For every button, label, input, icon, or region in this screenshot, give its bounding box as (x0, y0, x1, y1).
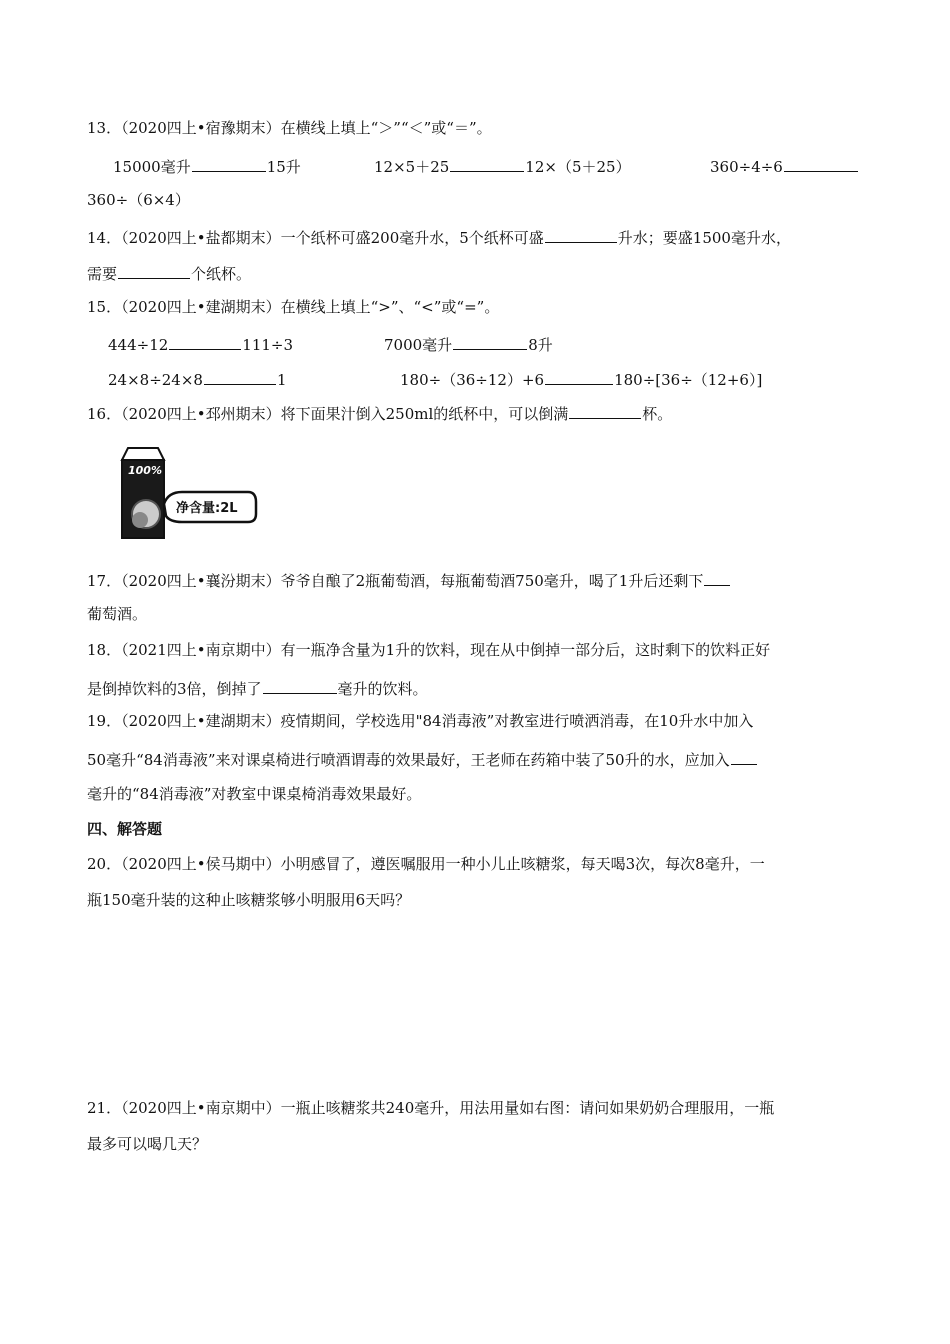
q15-c3-left: 24×8÷24×8 (108, 371, 203, 389)
answer-blank[interactable] (545, 228, 617, 243)
q18-text: 毫升的饮料。 (337, 680, 428, 698)
q17-line1 (87, 571, 731, 589)
q19-line2 (87, 750, 758, 768)
q13-c2-left: 12×5＋25 (374, 158, 450, 176)
answer-blank[interactable] (450, 157, 524, 172)
q15-c4-left: 180÷（36÷12）+6 (400, 371, 545, 389)
q13-c2-right: 12×（5＋25） (525, 158, 631, 176)
q20-line2: 瓶150毫升装的这种止咳糖浆够小明服用6天吗？ (87, 891, 411, 909)
section-heading: 四、解答题 (87, 820, 163, 838)
q14-text: 个纸杯。 (191, 265, 252, 283)
q13-c3-left: 360÷4÷6 (710, 158, 783, 176)
q15-stem: 15．（2020四上•建湖期末）在横线上填上“>”、“<”或“=”。 (87, 298, 500, 316)
q15-c2-right: 8升 (528, 336, 553, 354)
q16-text: 16．（2020四上•邳州期末）将下面果汁倒入250ml的纸杯中，可以倒满 (87, 405, 569, 423)
answer-blank[interactable] (453, 335, 527, 350)
q16-text: 杯。 (642, 405, 673, 423)
q14-line2 (87, 264, 251, 282)
q15-compare-3 (108, 370, 287, 388)
q19-line1: 19．（2020四上•建湖期末）疫情期间，学校选用"84消毒液”对教室进行喷洒消毒，在10升水中加入 (87, 712, 754, 730)
answer-blank[interactable] (169, 335, 241, 350)
q13-stem: 13．（2020四上•宿豫期末）在横线上填上“＞”“＜”或“＝”。 (87, 119, 492, 137)
answer-blank[interactable] (784, 157, 858, 172)
q14-line1 (87, 228, 791, 246)
q14-text: 14．（2020四上•盐都期末）一个纸杯可盛200毫升水，5个纸杯可盛 (87, 229, 544, 247)
answer-blank[interactable] (192, 157, 266, 172)
q15-c3-right: 1 (276, 371, 287, 389)
q17-text: 17．（2020四上•襄汾期末）爷爷自酿了2瓶葡萄酒，每瓶葡萄酒750毫升，喝了1升后还剩下 (87, 572, 704, 590)
q17-line2: 葡萄酒。 (87, 605, 148, 623)
q19-text: 50毫升“84消毒液”来对课桌椅进行喷酒谓毒的效果最好，王老师在药箱中装了50升的水，应加入 (87, 751, 730, 769)
q13-compare-3 (710, 157, 859, 175)
q18-line2 (87, 679, 428, 697)
answer-blank[interactable] (204, 370, 276, 385)
q15-compare-2 (384, 335, 553, 353)
carton-label-text: 净含量:2L (176, 501, 238, 516)
q18-text: 是倒掉饮料的3倍，倒掉了 (87, 680, 262, 698)
answer-blank[interactable] (118, 264, 190, 279)
carton-brand-text: 100% (128, 464, 162, 477)
q21-line1: 21．（2020四上•南京期中）一瓶止咳糖浆共240毫升，用法用量如右图：请问如果奶奶合理服用，一瓶 (87, 1099, 775, 1117)
q15-c2-left: 7000毫升 (384, 336, 453, 354)
q15-compare-4 (400, 370, 762, 388)
q13-c1-left: 15000毫升 (113, 158, 191, 176)
q16-stem (87, 404, 672, 422)
q18-line1: 18．（2021四上•南京期中）有一瓶净含量为1升的饮料，现在从中倒掉一部分后，这时剩下的饮料正好 (87, 641, 771, 659)
q13-compare-1 (113, 157, 301, 175)
q15-c1-left: 444÷12 (108, 336, 169, 354)
q19-line3: 毫升的“84消毒液”对教室中课桌椅消毒效果最好。 (87, 785, 422, 803)
answer-blank[interactable] (731, 750, 757, 765)
q14-text: 升水；要盛1500毫升水， (617, 229, 791, 247)
q13-compare-2 (374, 157, 631, 175)
q13-c1-right: 15升 (266, 158, 301, 176)
answer-blank[interactable] (263, 679, 337, 694)
juice-carton-image (118, 442, 260, 542)
q13-c3-right: 360÷（6×4） (87, 191, 190, 209)
answer-blank[interactable] (704, 571, 730, 586)
q15-compare-1 (108, 335, 293, 353)
answer-blank[interactable] (569, 404, 641, 419)
answer-blank[interactable] (545, 370, 613, 385)
q20-line1: 20．（2020四上•侯马期中）小明感冒了，遵医嘱服用一种小儿止咳糖浆，每天喝3次，每次8毫升，一 (87, 855, 765, 873)
q21-line2: 最多可以喝几天？ (87, 1135, 208, 1153)
q15-c1-right: 111÷3 (242, 336, 294, 354)
q14-text: 需要 (87, 265, 118, 283)
q15-c4-right: 180÷[36÷（12+6）] (614, 371, 763, 389)
